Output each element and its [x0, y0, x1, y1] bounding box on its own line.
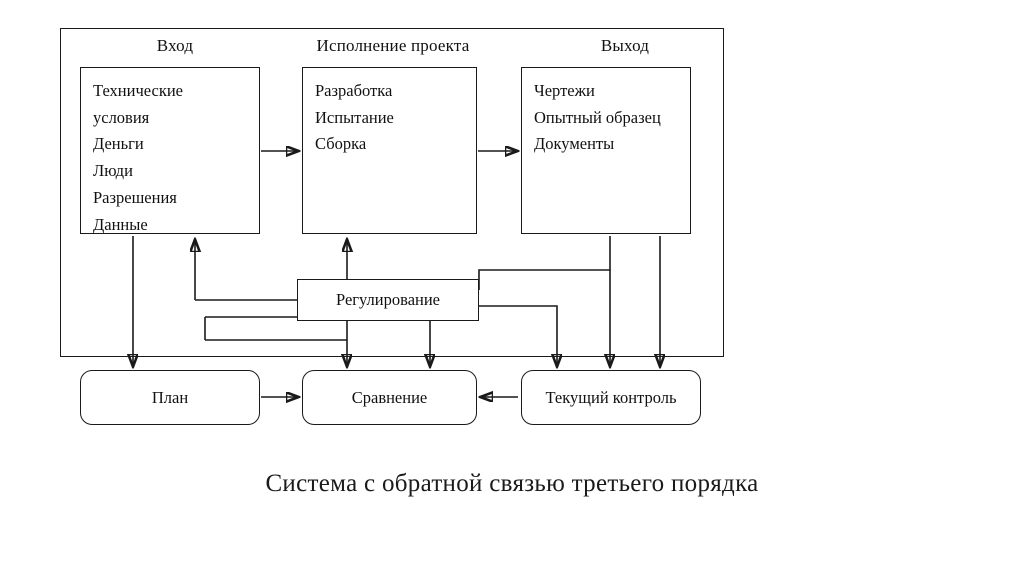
- box-output: [521, 67, 691, 234]
- box-execution-line-3: Сборка: [315, 134, 367, 154]
- box-execution-line-1: Разработка: [315, 81, 393, 100]
- box-plan-label: План: [151, 387, 189, 407]
- column-header-execution: Исполнение проекта: [316, 36, 470, 55]
- box-regulation-label: Регулирование: [335, 290, 441, 309]
- box-input-line-4: Люди: [93, 161, 133, 181]
- box-output-lines: [522, 68, 690, 158]
- column-header-output: Выход: [600, 36, 650, 55]
- diagram-caption: Система с обратной связью третьего порядка: [265, 470, 759, 497]
- box-regulation: [297, 279, 479, 321]
- box-input-line-6: Данные: [93, 214, 148, 234]
- box-output-line-3: Документы: [534, 134, 615, 154]
- box-monitor-label: Текущий контроль: [545, 387, 677, 407]
- box-input-line-3: Деньги: [93, 134, 144, 154]
- box-monitor: [521, 370, 701, 425]
- box-input-lines: [81, 68, 259, 238]
- box-plan: [80, 370, 260, 425]
- box-compare: [302, 370, 477, 425]
- column-header-input: Вход: [156, 36, 194, 55]
- box-input-line-5: Разрешения: [93, 187, 177, 207]
- box-execution-lines: [303, 68, 476, 158]
- box-output-line-2: Опытный образец: [534, 107, 661, 127]
- box-execution: [302, 67, 477, 234]
- box-input: [80, 67, 260, 234]
- box-compare-label: Сравнение: [351, 387, 428, 407]
- box-input-line-1: Технические: [93, 81, 183, 100]
- box-output-line-1: Чертежи: [534, 81, 595, 100]
- box-execution-line-2: Испытание: [315, 107, 394, 127]
- box-input-line-2: условия: [93, 107, 150, 127]
